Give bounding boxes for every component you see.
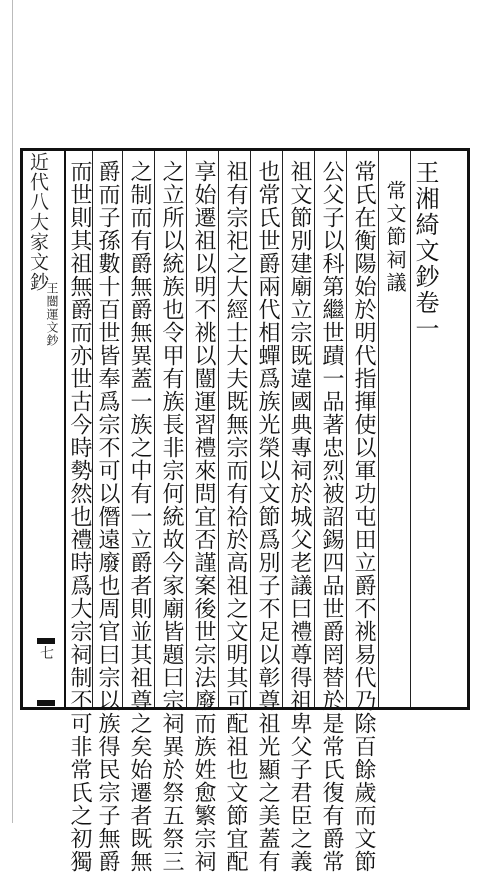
column-rule xyxy=(314,151,315,707)
column-rule xyxy=(218,151,219,707)
fish-tail-mark-bottom xyxy=(37,700,55,706)
essay-title: 常文節祠議 xyxy=(383,180,407,295)
text-column: 之制而有爵無爵無異蓋一族之中有一立爵者則並其祖尊之矣始遷者既無 xyxy=(127,160,152,873)
text-column: 而世則其祖無爵而亦世古今時勢然也禮時爲大宗祠制不可非常氏之初獨 xyxy=(67,160,92,873)
text-column: 祖有宗祀之大經士大夫既無宗而有祫於高祖之文明其可配祖也文節宜配 xyxy=(223,160,248,873)
column-rule xyxy=(378,151,379,707)
column-rule xyxy=(282,151,283,707)
column-rule xyxy=(250,151,251,707)
column-rule xyxy=(154,151,155,707)
text-column: 之立所以統族也令甲有族長非宗何統故今家廟皆題曰宗祠異於祭五祭三 xyxy=(159,160,184,873)
spine-title: 近代八大家文鈔 xyxy=(27,152,49,292)
text-column: 爵而子孫數十百世皆奉爲宗不可以僭遠廢也周官曰宗以族得民宗子無爵 xyxy=(95,160,120,873)
author-label: 王闓運文鈔 xyxy=(45,282,59,347)
page-number: 七 xyxy=(40,646,54,662)
text-column: 祖文節別建廟立宗既違國典專祠於城父老議曰禮尊得祖卑父子君臣之義 xyxy=(287,160,312,873)
column-rule xyxy=(122,151,123,707)
column-rule xyxy=(346,151,347,707)
column-rule xyxy=(186,151,187,707)
text-column: 也常氏世爵兩代相蟬爲族光榮以文節爲別子不足以彰尊祖光顯之美蓋有 xyxy=(255,160,280,873)
page-edge-line xyxy=(12,0,13,823)
text-column: 常氏在衡陽始於明代指揮使以軍功屯田立爵不祧易代乃除百餘歲而文節 xyxy=(351,160,376,873)
text-column: 公父子以科第繼世蹟一品著忠烈被詔錫四品世爵罔替於是常氏復有爵常 xyxy=(319,160,344,873)
column-rule xyxy=(410,151,411,707)
text-column: 享始遷祖以明不祧以闓運習禮來問宜否謹案後世宗法廢而族姓愈繁宗祠 xyxy=(191,160,216,873)
column-rule xyxy=(92,151,93,707)
chapter-title: 王湘綺文鈔卷一 xyxy=(411,160,439,342)
